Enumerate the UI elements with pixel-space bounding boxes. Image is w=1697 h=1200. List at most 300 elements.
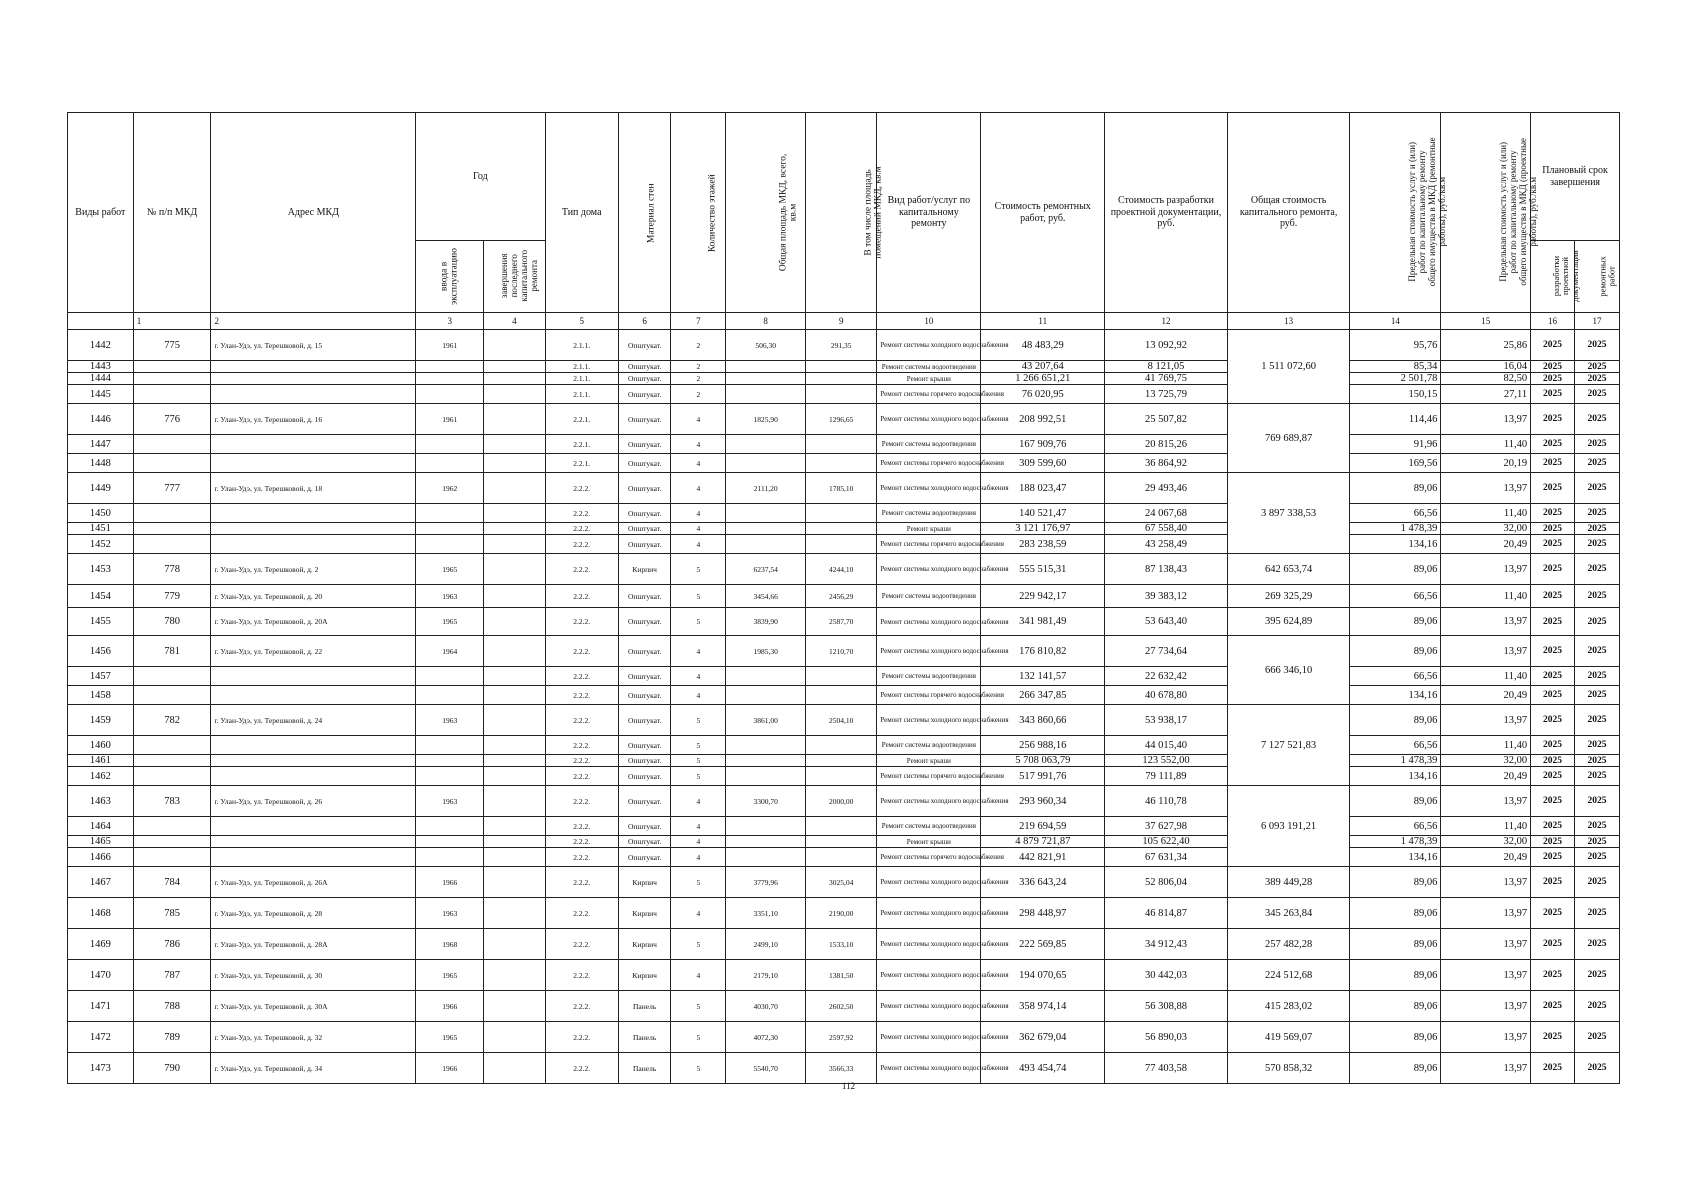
cell-project-cost: 52 806,04	[1105, 867, 1228, 898]
cell-row-number: 1455	[68, 608, 134, 636]
cell-wall-material: Општукат.	[618, 767, 671, 786]
cell-year-built	[416, 435, 484, 454]
cell-deadline-repair: 2025	[1574, 991, 1619, 1022]
table-row	[68, 585, 1620, 608]
column-number: 14	[1350, 313, 1441, 330]
cell-year-built	[416, 504, 484, 523]
cell-mkd-number	[133, 817, 211, 836]
cell-address	[211, 686, 416, 705]
cell-area-total	[726, 385, 806, 404]
cell-address	[211, 736, 416, 755]
table-row	[68, 1022, 1620, 1053]
cell-deadline-repair: 2025	[1574, 736, 1619, 755]
cell-deadline-project: 2025	[1531, 836, 1575, 848]
cell-year-built: 1963	[416, 585, 484, 608]
cell-wall-material: Општукат.	[618, 454, 671, 473]
cell-total-cost: 389 449,28	[1227, 867, 1350, 898]
table-row	[68, 473, 1620, 504]
cell-deadline-project: 2025	[1531, 991, 1575, 1022]
cell-house-type: 2.2.2.	[545, 755, 618, 767]
cell-deadline-repair: 2025	[1574, 554, 1619, 585]
cell-wall-material: Панель	[618, 1053, 671, 1084]
cell-limit-project: 13,97	[1441, 636, 1531, 667]
header-tip-doma: Тип дома	[545, 113, 618, 313]
cell-house-type: 2.2.2.	[545, 867, 618, 898]
column-number: 1	[133, 313, 211, 330]
cell-limit-project: 13,97	[1441, 898, 1531, 929]
cell-area-total: 3779,96	[726, 867, 806, 898]
cell-deadline-repair: 2025	[1574, 385, 1619, 404]
cell-address: г. Улан-Удэ, ул. Терешковой, д. 20А	[211, 608, 416, 636]
cell-address	[211, 454, 416, 473]
cell-limit-project: 82,50	[1441, 373, 1531, 385]
cell-year-last-repair	[484, 504, 545, 523]
cell-address: г. Улан-Удэ, ул. Терешковой, д. 18	[211, 473, 416, 504]
cell-deadline-project: 2025	[1531, 867, 1575, 898]
table-row	[68, 330, 1620, 361]
cell-deadline-repair: 2025	[1574, 686, 1619, 705]
cell-limit-repair: 95,76	[1350, 330, 1441, 361]
table-row	[68, 523, 1620, 535]
cell-work-type: Ремонт системы холодного водоснабжения	[877, 608, 981, 636]
cell-mkd-number	[133, 736, 211, 755]
cell-deadline-repair: 2025	[1574, 867, 1619, 898]
cell-mkd-number: 778	[133, 554, 211, 585]
cell-project-cost: 46 110,78	[1105, 786, 1228, 817]
cell-limit-repair: 89,06	[1350, 786, 1441, 817]
header-stoimost-proekt: Стоимость разработки проектной документации, руб.	[1105, 113, 1228, 313]
cell-area-premises: 3566,33	[806, 1053, 877, 1084]
cell-limit-project: 11,40	[1441, 736, 1531, 755]
cell-deadline-repair: 2025	[1574, 960, 1619, 991]
column-number: 3	[416, 313, 484, 330]
cell-floors: 4	[671, 667, 726, 686]
cell-wall-material: Општукат.	[618, 686, 671, 705]
table-body	[68, 313, 1620, 1084]
cell-address: г. Улан-Удэ, ул. Терешковой, д. 32	[211, 1022, 416, 1053]
cell-house-type: 2.2.1.	[545, 404, 618, 435]
table-row	[68, 667, 1620, 686]
column-number: 2	[211, 313, 416, 330]
cell-deadline-project: 2025	[1531, 767, 1575, 786]
cell-work-type: Ремонт системы холодного водоснабжения	[877, 330, 981, 361]
cell-wall-material: Општукат.	[618, 473, 671, 504]
cell-deadline-repair: 2025	[1574, 1022, 1619, 1053]
table-row	[68, 361, 1620, 373]
cell-deadline-project: 2025	[1531, 330, 1575, 361]
cell-floors: 2	[671, 361, 726, 373]
cell-row-number: 1457	[68, 667, 134, 686]
cell-row-number: 1446	[68, 404, 134, 435]
cell-area-total	[726, 504, 806, 523]
cell-year-last-repair	[484, 667, 545, 686]
cell-limit-project: 13,97	[1441, 929, 1531, 960]
cell-floors: 5	[671, 608, 726, 636]
cell-limit-repair: 1 478,39	[1350, 836, 1441, 848]
cell-area-total: 1985,30	[726, 636, 806, 667]
cell-deadline-project: 2025	[1531, 385, 1575, 404]
cell-limit-repair: 89,06	[1350, 636, 1441, 667]
cell-year-built: 1961	[416, 330, 484, 361]
cell-work-type: Ремонт системы горячего водоснабжения	[877, 686, 981, 705]
cell-mkd-number	[133, 454, 211, 473]
cell-house-type: 2.2.2.	[545, 686, 618, 705]
cell-work-type: Ремонт системы холодного водоснабжения	[877, 786, 981, 817]
cell-limit-project: 13,97	[1441, 554, 1531, 585]
column-number	[68, 313, 134, 330]
cell-area-premises: 4244,10	[806, 554, 877, 585]
cell-limit-project: 11,40	[1441, 504, 1531, 523]
cell-work-type: Ремонт системы водоотведения	[877, 585, 981, 608]
table-row	[68, 898, 1620, 929]
cell-deadline-repair: 2025	[1574, 330, 1619, 361]
cell-area-premises: 2190,00	[806, 898, 877, 929]
cell-address: г. Улан-Удэ, ул. Терешковой, д. 28А	[211, 929, 416, 960]
cell-work-type: Ремонт системы горячего водоснабжения	[877, 385, 981, 404]
cell-deadline-repair: 2025	[1574, 435, 1619, 454]
cell-work-type: Ремонт системы водоотведения	[877, 736, 981, 755]
cell-deadline-repair: 2025	[1574, 404, 1619, 435]
cell-limit-repair: 89,06	[1350, 898, 1441, 929]
cell-address: г. Улан-Удэ, ул. Терешковой, д. 30	[211, 960, 416, 991]
cell-area-total: 3839,90	[726, 608, 806, 636]
cell-repair-cost: 493 454,74	[981, 1053, 1105, 1084]
cell-repair-cost: 5 708 063,79	[981, 755, 1105, 767]
cell-total-cost: 642 653,74	[1227, 554, 1350, 585]
cell-deadline-repair: 2025	[1574, 373, 1619, 385]
cell-total-cost: 345 263,84	[1227, 898, 1350, 929]
cell-year-built	[416, 817, 484, 836]
cell-repair-cost: 48 483,29	[981, 330, 1105, 361]
cell-floors: 4	[671, 435, 726, 454]
cell-address	[211, 435, 416, 454]
cell-area-premises	[806, 385, 877, 404]
cell-floors: 5	[671, 929, 726, 960]
cell-total-cost: 415 283,02	[1227, 991, 1350, 1022]
cell-limit-project: 13,97	[1441, 1022, 1531, 1053]
cell-limit-repair: 89,06	[1350, 991, 1441, 1022]
cell-year-built	[416, 755, 484, 767]
cell-year-last-repair	[484, 435, 545, 454]
cell-floors: 4	[671, 848, 726, 867]
cell-area-total: 4030,70	[726, 991, 806, 1022]
cell-area-premises	[806, 435, 877, 454]
table-row	[68, 454, 1620, 473]
cell-floors: 4	[671, 817, 726, 836]
cell-mkd-number: 779	[133, 585, 211, 608]
header-pred-remont: Предельная стоимость услуг и (или) работ по капитальному ремонту общего имущества в МКД (ремонтные работы), руб./кв.м	[1350, 113, 1441, 313]
cell-house-type: 2.2.2.	[545, 535, 618, 554]
cell-mkd-number: 776	[133, 404, 211, 435]
cell-row-number: 1442	[68, 330, 134, 361]
cell-area-total	[726, 767, 806, 786]
cell-area-total: 3351,10	[726, 898, 806, 929]
cell-year-last-repair	[484, 554, 545, 585]
cell-year-built: 1966	[416, 991, 484, 1022]
cell-project-cost: 24 067,68	[1105, 504, 1228, 523]
capital-repair-table	[67, 112, 1620, 1084]
cell-address: г. Улан-Удэ, ул. Терешковой, д. 24	[211, 705, 416, 736]
cell-house-type: 2.1.1.	[545, 385, 618, 404]
cell-limit-repair: 89,06	[1350, 1022, 1441, 1053]
cell-address	[211, 373, 416, 385]
cell-deadline-project: 2025	[1531, 786, 1575, 817]
cell-year-last-repair	[484, 736, 545, 755]
cell-floors: 5	[671, 585, 726, 608]
cell-project-cost: 46 814,87	[1105, 898, 1228, 929]
cell-mkd-number	[133, 385, 211, 404]
cell-row-number: 1448	[68, 454, 134, 473]
cell-deadline-repair: 2025	[1574, 705, 1619, 736]
header-srok-remont: ремонтных работ	[1574, 241, 1619, 313]
cell-repair-cost: 176 810,82	[981, 636, 1105, 667]
cell-wall-material: Општукат.	[618, 755, 671, 767]
cell-project-cost: 37 627,98	[1105, 817, 1228, 836]
cell-area-premises	[806, 848, 877, 867]
cell-total-cost: 666 346,10	[1227, 636, 1350, 705]
cell-repair-cost: 140 521,47	[981, 504, 1105, 523]
cell-project-cost: 87 138,43	[1105, 554, 1228, 585]
cell-limit-repair: 1 478,39	[1350, 523, 1441, 535]
header-srok-proekt: разработки проектной документации	[1531, 241, 1575, 313]
cell-limit-repair: 89,06	[1350, 473, 1441, 504]
cell-address	[211, 767, 416, 786]
cell-row-number: 1464	[68, 817, 134, 836]
cell-deadline-project: 2025	[1531, 523, 1575, 535]
cell-mkd-number: 782	[133, 705, 211, 736]
cell-repair-cost: 194 070,65	[981, 960, 1105, 991]
cell-total-cost: 269 325,29	[1227, 585, 1350, 608]
cell-year-last-repair	[484, 898, 545, 929]
cell-limit-repair: 134,16	[1350, 686, 1441, 705]
cell-house-type: 2.2.2.	[545, 960, 618, 991]
cell-limit-project: 27,11	[1441, 385, 1531, 404]
cell-row-number: 1451	[68, 523, 134, 535]
cell-row-number: 1454	[68, 585, 134, 608]
cell-house-type: 2.2.2.	[545, 898, 618, 929]
page-number: 112	[841, 1081, 856, 1091]
cell-limit-project: 13,97	[1441, 786, 1531, 817]
cell-project-cost: 53 938,17	[1105, 705, 1228, 736]
cell-total-cost: 419 569,07	[1227, 1022, 1350, 1053]
cell-wall-material: Општукат.	[618, 848, 671, 867]
cell-project-cost: 56 308,88	[1105, 991, 1228, 1022]
cell-mkd-number	[133, 686, 211, 705]
cell-area-premises	[806, 667, 877, 686]
cell-limit-project: 11,40	[1441, 817, 1531, 836]
cell-repair-cost: 222 569,85	[981, 929, 1105, 960]
header-nomer-mkd: № п/п МКД	[133, 113, 211, 313]
cell-floors: 5	[671, 736, 726, 755]
cell-year-last-repair	[484, 330, 545, 361]
cell-limit-repair: 91,96	[1350, 435, 1441, 454]
table-row	[68, 755, 1620, 767]
cell-address	[211, 836, 416, 848]
cell-mkd-number: 784	[133, 867, 211, 898]
cell-repair-cost: 208 992,51	[981, 404, 1105, 435]
header-stoimost-rabot: Стоимость ремонтных работ, руб.	[981, 113, 1105, 313]
cell-mkd-number	[133, 373, 211, 385]
cell-house-type: 2.1.1.	[545, 330, 618, 361]
cell-deadline-repair: 2025	[1574, 836, 1619, 848]
cell-floors: 5	[671, 991, 726, 1022]
table-row	[68, 373, 1620, 385]
cell-floors: 5	[671, 1022, 726, 1053]
cell-year-last-repair	[484, 454, 545, 473]
cell-area-premises: 2456,29	[806, 585, 877, 608]
column-number: 10	[877, 313, 981, 330]
cell-row-number: 1469	[68, 929, 134, 960]
cell-address	[211, 523, 416, 535]
cell-wall-material: Кирпич	[618, 960, 671, 991]
cell-row-number: 1447	[68, 435, 134, 454]
cell-area-total	[726, 454, 806, 473]
cell-mkd-number: 788	[133, 991, 211, 1022]
cell-address	[211, 755, 416, 767]
table-row	[68, 848, 1620, 867]
cell-area-total: 5540,70	[726, 1053, 806, 1084]
cell-deadline-repair: 2025	[1574, 473, 1619, 504]
cell-address: г. Улан-Удэ, ул. Терешковой, д. 26А	[211, 867, 416, 898]
cell-area-total	[726, 361, 806, 373]
cell-row-number: 1461	[68, 755, 134, 767]
cell-wall-material: Општукат.	[618, 817, 671, 836]
cell-wall-material: Општукат.	[618, 636, 671, 667]
cell-address: г. Улан-Удэ, ул. Терешковой, д. 2	[211, 554, 416, 585]
cell-address	[211, 667, 416, 686]
column-number: 7	[671, 313, 726, 330]
table-row	[68, 1053, 1620, 1084]
cell-row-number: 1472	[68, 1022, 134, 1053]
cell-year-built	[416, 361, 484, 373]
cell-work-type: Ремонт системы водоотведения	[877, 667, 981, 686]
cell-work-type: Ремонт системы водоотведения	[877, 817, 981, 836]
cell-area-premises	[806, 361, 877, 373]
cell-floors: 2	[671, 330, 726, 361]
cell-year-built: 1962	[416, 473, 484, 504]
cell-year-last-repair	[484, 585, 545, 608]
cell-work-type: Ремонт крыши	[877, 523, 981, 535]
cell-area-total	[726, 848, 806, 867]
cell-row-number: 1453	[68, 554, 134, 585]
cell-floors: 4	[671, 960, 726, 991]
cell-house-type: 2.2.2.	[545, 504, 618, 523]
cell-repair-cost: 293 960,34	[981, 786, 1105, 817]
cell-year-built: 1964	[416, 636, 484, 667]
document-page	[67, 112, 1620, 1084]
table-row	[68, 385, 1620, 404]
header-srok: Плановый срок завершения	[1531, 113, 1620, 241]
cell-project-cost: 34 912,43	[1105, 929, 1228, 960]
cell-floors: 5	[671, 1053, 726, 1084]
cell-work-type: Ремонт системы холодного водоснабжения	[877, 1053, 981, 1084]
cell-year-last-repair	[484, 786, 545, 817]
cell-project-cost: 36 864,92	[1105, 454, 1228, 473]
cell-house-type: 2.2.2.	[545, 817, 618, 836]
cell-floors: 4	[671, 454, 726, 473]
cell-address: г. Улан-Удэ, ул. Терешковой, д. 16	[211, 404, 416, 435]
cell-work-type: Ремонт системы холодного водоснабжения	[877, 1022, 981, 1053]
cell-project-cost: 123 552,00	[1105, 755, 1228, 767]
cell-project-cost: 22 632,42	[1105, 667, 1228, 686]
cell-project-cost: 53 643,40	[1105, 608, 1228, 636]
cell-limit-repair: 2 501,78	[1350, 373, 1441, 385]
cell-area-premises	[806, 454, 877, 473]
cell-deadline-repair: 2025	[1574, 929, 1619, 960]
cell-total-cost: 570 858,32	[1227, 1053, 1350, 1084]
cell-floors: 4	[671, 523, 726, 535]
cell-mkd-number: 786	[133, 929, 211, 960]
cell-limit-repair: 89,06	[1350, 608, 1441, 636]
cell-house-type: 2.2.2.	[545, 636, 618, 667]
cell-project-cost: 77 403,58	[1105, 1053, 1228, 1084]
cell-row-number: 1458	[68, 686, 134, 705]
cell-area-total	[726, 373, 806, 385]
column-number: 15	[1441, 313, 1531, 330]
cell-area-total	[726, 755, 806, 767]
cell-work-type: Ремонт крыши	[877, 373, 981, 385]
cell-area-total: 3454,66	[726, 585, 806, 608]
cell-repair-cost: 309 599,60	[981, 454, 1105, 473]
cell-year-last-repair	[484, 817, 545, 836]
cell-year-built: 1963	[416, 786, 484, 817]
cell-wall-material: Општукат.	[618, 435, 671, 454]
column-number: 8	[726, 313, 806, 330]
table-row	[68, 705, 1620, 736]
cell-project-cost: 20 815,26	[1105, 435, 1228, 454]
cell-limit-repair: 89,06	[1350, 960, 1441, 991]
cell-deadline-project: 2025	[1531, 736, 1575, 755]
cell-mkd-number	[133, 361, 211, 373]
cell-deadline-repair: 2025	[1574, 1053, 1619, 1084]
cell-address	[211, 817, 416, 836]
cell-year-last-repair	[484, 361, 545, 373]
cell-deadline-project: 2025	[1531, 361, 1575, 373]
cell-limit-project: 13,97	[1441, 960, 1531, 991]
cell-deadline-repair: 2025	[1574, 755, 1619, 767]
cell-year-built	[416, 454, 484, 473]
cell-project-cost: 67 631,34	[1105, 848, 1228, 867]
cell-area-total: 6237,54	[726, 554, 806, 585]
cell-year-built: 1963	[416, 898, 484, 929]
cell-mkd-number: 777	[133, 473, 211, 504]
cell-year-built	[416, 686, 484, 705]
cell-repair-cost: 336 643,24	[981, 867, 1105, 898]
cell-wall-material: Општукат.	[618, 786, 671, 817]
cell-year-last-repair	[484, 929, 545, 960]
cell-limit-repair: 89,06	[1350, 705, 1441, 736]
cell-repair-cost: 442 821,91	[981, 848, 1105, 867]
cell-year-built	[416, 767, 484, 786]
table-row	[68, 960, 1620, 991]
cell-limit-repair: 66,56	[1350, 736, 1441, 755]
cell-row-number: 1460	[68, 736, 134, 755]
cell-project-cost: 44 015,40	[1105, 736, 1228, 755]
table-row	[68, 867, 1620, 898]
cell-repair-cost: 517 991,76	[981, 767, 1105, 786]
cell-project-cost: 25 507,82	[1105, 404, 1228, 435]
cell-wall-material: Панель	[618, 991, 671, 1022]
cell-area-premises: 1210,70	[806, 636, 877, 667]
cell-floors: 5	[671, 867, 726, 898]
cell-limit-project: 13,97	[1441, 404, 1531, 435]
header-adres: Адрес МКД	[211, 113, 416, 313]
cell-area-total: 3861,00	[726, 705, 806, 736]
cell-limit-repair: 134,16	[1350, 767, 1441, 786]
cell-area-premises: 2587,70	[806, 608, 877, 636]
cell-year-last-repair	[484, 473, 545, 504]
cell-year-last-repair	[484, 535, 545, 554]
